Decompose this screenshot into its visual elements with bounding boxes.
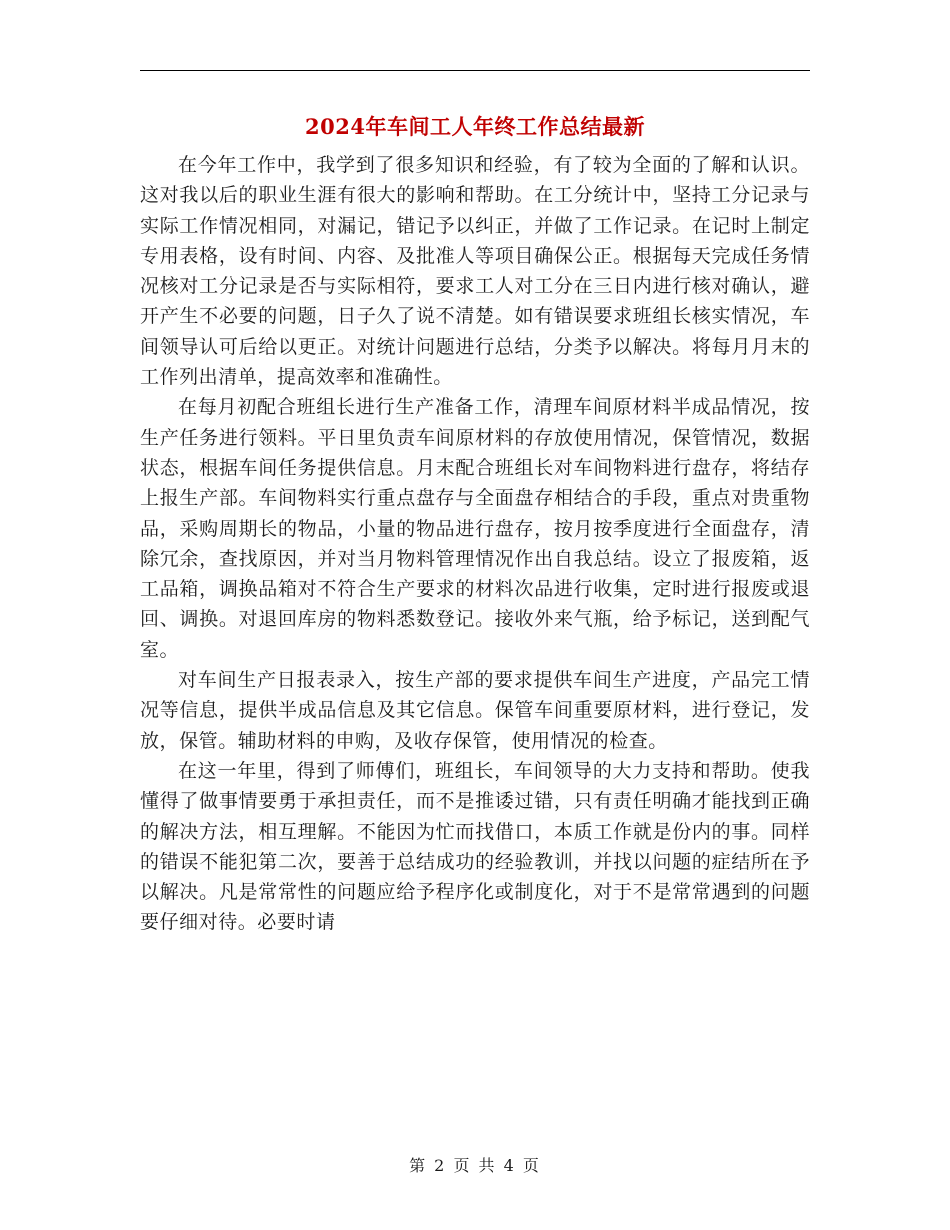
document-title: 2024年车间工人年终工作总结最新: [305, 114, 645, 139]
paragraph-3: 对车间生产日报表录入，按生产部的要求提供车间生产进度，产品完工情况等信息，提供半成品信息及其它信息。保管车间重要原材料，进行登记，发放，保管。辅助材料的申购，及收存保管，使用情况的检查。: [140, 669, 810, 752]
page-number-footer: 第 2 页 共 4 页: [409, 1156, 541, 1175]
document-body: [140, 150, 810, 938]
header-rule: [140, 70, 810, 71]
paragraph-1: 在今年工作中，我学到了很多知识和经验，有了较为全面的了解和认识。这对我以后的职业生涯有很大的影响和帮助。在工分统计中，坚持工分记录与实际工作情况相同，对漏记，错记予以纠正，并做了工作记录。在记时上制定专用表格，设有时间、内容、及批准人等项目确保公正。根据每天完成任务情况核对工分记录是否与实际相符，要求工人对工分在三日内进行核对确认，避开产生不必要的问题，日子久了说不清楚。如有错误要求班组长核实情况，车间领导认可后给以更正。对统计问题进行总结，分类予以解决。将每月月末的工作列出清单，提高效率和准确性。: [140, 154, 810, 389]
paragraph-4: 在这一年里，得到了师傅们，班组长，车间领导的大力支持和帮助。使我懂得了做事情要勇于承担责任，而不是推诿过错，只有责任明确才能找到正确的解决方法，相互理解。不能因为忙而找借口，本质工作就是份内的事。同样的错误不能犯第二次，要善于总结成功的经验教训，并找以问题的症结所在予以解决。凡是常常性的问题应给予程序化或制度化，对于不是常常遇到的问题要仔细对待。必要时请: [140, 759, 810, 934]
paragraph-2: 在每月初配合班组长进行生产准备工作，清理车间原材料半成品情况，按生产任务进行领料。平日里负责车间原材料的存放使用情况，保管情况，数据状态，根据车间任务提供信息。月末配合班组长对车间物料进行盘存，将结存上报生产部。车间物料实行重点盘存与全面盘存相结合的手段，重点对贵重物品，采购周期长的物品，小量的物品进行盘存，按月按季度进行全面盘存，清除冗余，查找原因，并对当月物料管理情况作出自我总结。设立了报废箱，返工品箱，调换品箱对不符合生产要求的材料次品进行收集，定时进行报废或退回、调换。对退回库房的物料悉数登记。接收外来气瓶，给予标记，送到配气室。: [140, 396, 810, 661]
